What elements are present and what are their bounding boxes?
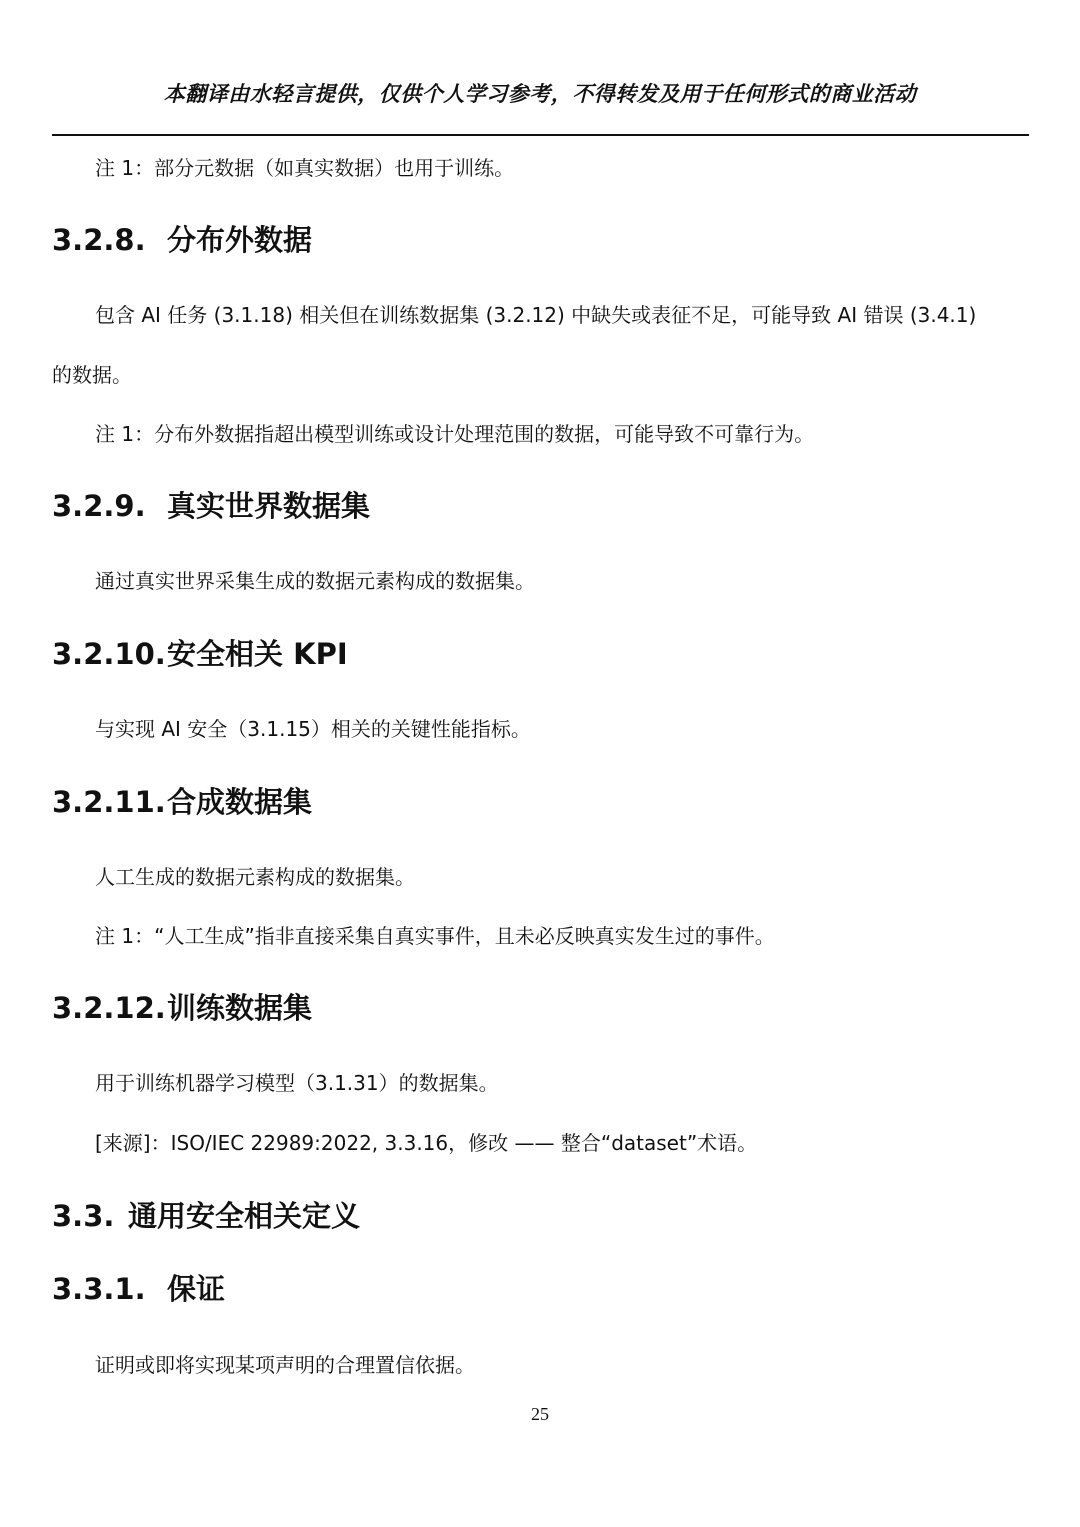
section-number: 3.2.11. (52, 785, 166, 819)
definition-3-2-9: 通过真实世界采集生成的数据元素构成的数据集。 (95, 569, 535, 593)
section-heading-3-2-10 (52, 636, 348, 672)
section-number: 3.3. (52, 1199, 115, 1233)
section-number: 3.2.9. (52, 489, 146, 523)
definition-3-3-1: 证明或即将实现某项声明的合理置信依据。 (95, 1353, 475, 1377)
section-number: 3.3.1. (52, 1272, 146, 1306)
section-title: 合成数据集 (167, 785, 313, 819)
section-heading-3-3 (52, 1198, 360, 1234)
source-3-2-12: [来源]：ISO/IEC 22989:2022, 3.3.16，修改 —— 整合“dataset”术语。 (95, 1131, 758, 1155)
section-heading-3-2-11 (52, 784, 312, 820)
definition-3-2-8-line1: 包含 AI 任务 (3.1.18) 相关但在训练数据集 (3.2.12) 中缺失或表征不足，可能导致 AI 错误 (3.4.1) (95, 303, 977, 327)
definition-3-2-8-line2: 的数据。 (52, 363, 132, 387)
section-title: 保证 (167, 1272, 226, 1306)
section-number: 3.2.10. (52, 637, 166, 671)
section-title: 分布外数据 (167, 223, 313, 257)
section-heading-3-2-12 (52, 990, 312, 1026)
page-number: 25 (531, 1404, 549, 1424)
section-title: 真实世界数据集 (167, 489, 371, 523)
header-divider (52, 134, 1029, 136)
section-heading-3-2-8 (52, 222, 312, 258)
page-header: 本翻译由水轻言提供，仅供个人学习参考，不得转发及用于任何形式的商业活动 (163, 82, 917, 106)
definition-3-2-12: 用于训练机器学习模型（3.1.31）的数据集。 (95, 1071, 499, 1095)
section-title: 训练数据集 (167, 991, 313, 1025)
note-metadata-training: 注 1：部分元数据（如真实数据）也用于训练。 (95, 156, 515, 180)
note-3-2-8: 注 1：分布外数据指超出模型训练或设计处理范围的数据，可能导致不可靠行为。 (95, 422, 815, 446)
section-number: 3.2.8. (52, 223, 146, 257)
section-heading-3-3-1 (52, 1271, 225, 1307)
definition-3-2-10: 与实现 AI 安全（3.1.15）相关的关键性能指标。 (95, 717, 531, 741)
section-number: 3.2.12. (52, 991, 166, 1025)
note-3-2-11: 注 1：“人工生成”指非直接采集自真实事件，且未必反映真实发生过的事件。 (95, 924, 775, 948)
section-heading-3-2-9 (52, 488, 370, 524)
section-title: 安全相关 KPI (167, 637, 348, 671)
section-title: 通用安全相关定义 (128, 1199, 361, 1233)
definition-3-2-11: 人工生成的数据元素构成的数据集。 (95, 865, 415, 889)
